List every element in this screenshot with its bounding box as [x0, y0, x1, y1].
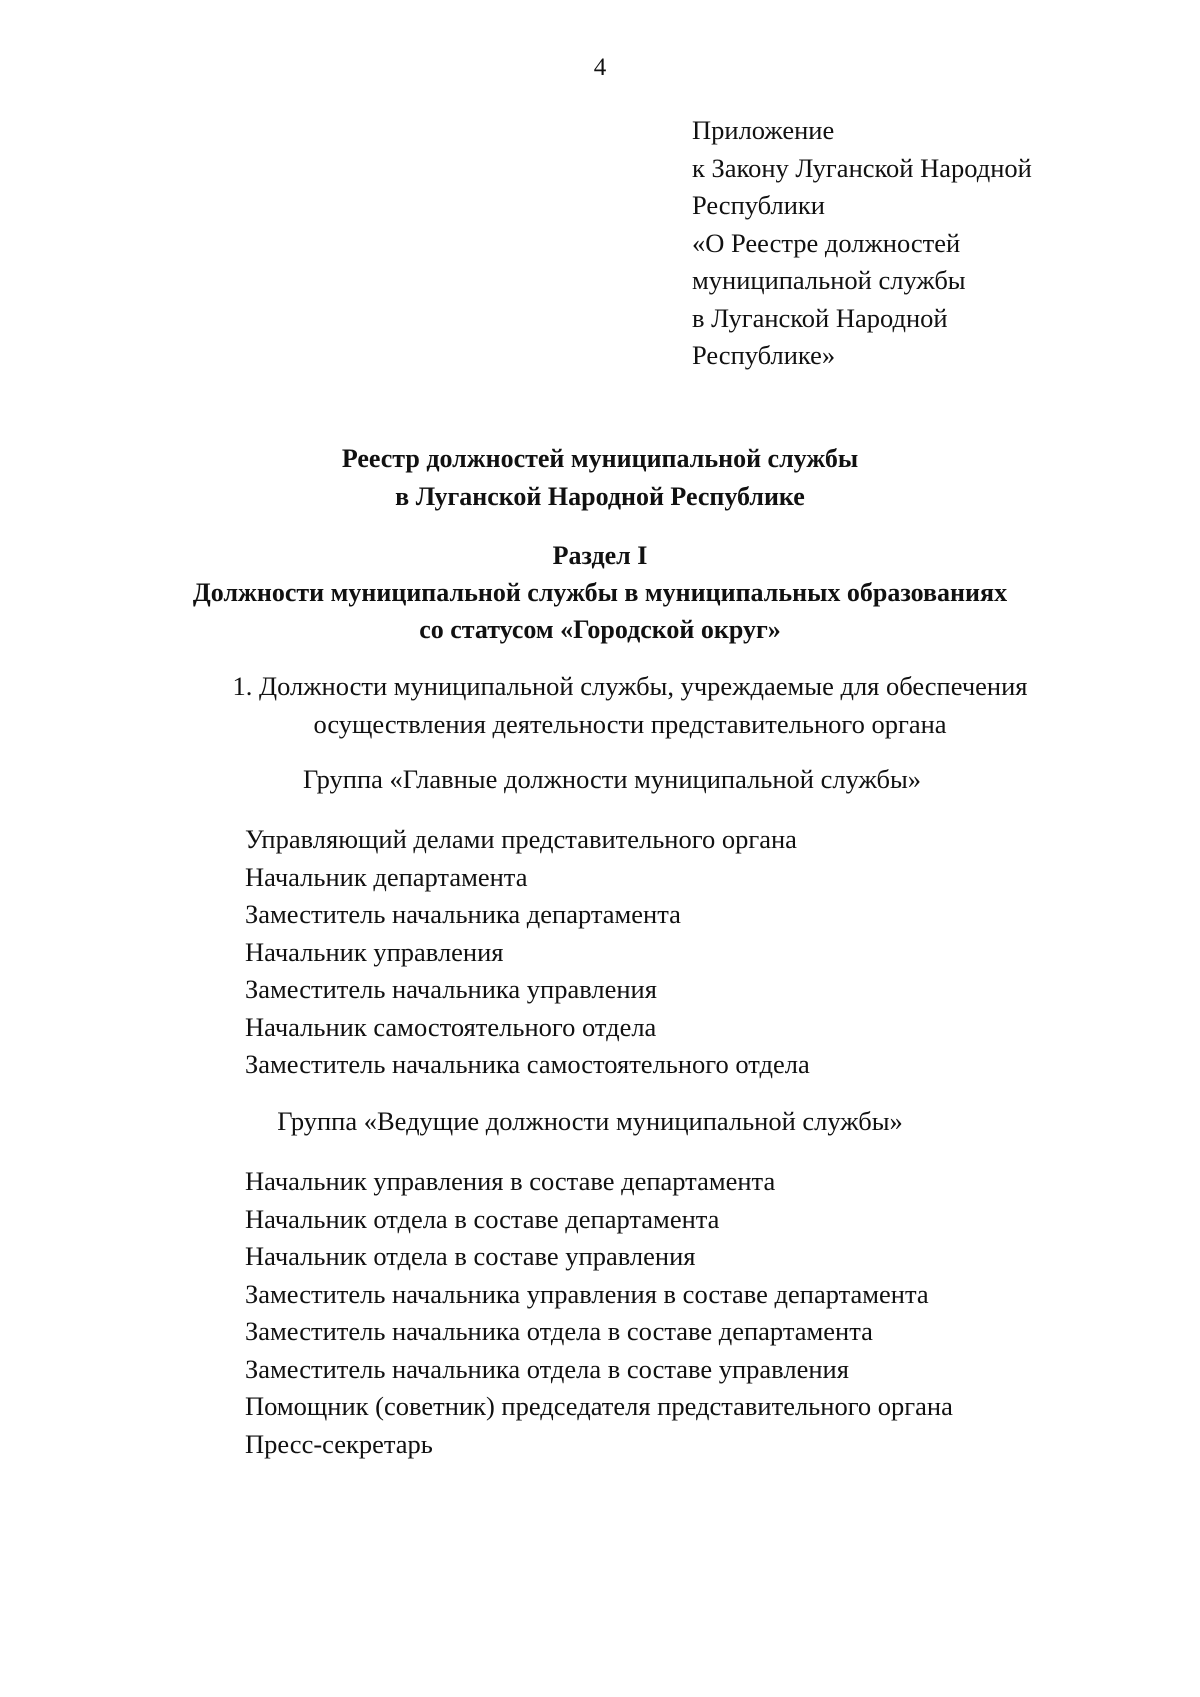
registry-title-line: Реестр должностей муниципальной службы: [341, 444, 859, 473]
position-item: Начальник управления в составе департамента: [245, 1166, 776, 1196]
position-list-main: [245, 821, 810, 1084]
position-item: Заместитель начальника отдела в составе департамента: [245, 1316, 873, 1346]
subsection-line: осуществления деятельности представительного органа: [313, 708, 947, 739]
appendix-line: в Луганской Народной: [692, 302, 948, 333]
position-item: Заместитель начальника управления: [245, 974, 657, 1004]
appendix-line: муниципальной службы: [692, 265, 966, 295]
position-item: Заместитель начальника отдела в составе управления: [245, 1353, 849, 1384]
position-item: Управляющий делами представительного органа: [245, 824, 797, 854]
appendix-line: Республике»: [692, 340, 836, 370]
position-item: Заместитель начальника департамента: [245, 899, 681, 929]
registry-title-line: в Луганской Народной Республике: [395, 481, 805, 511]
appendix-line: к Закону Луганской Народной: [692, 152, 1032, 183]
registry-title: [0, 440, 1200, 515]
position-item: Начальник отдела в составе управления: [245, 1241, 696, 1271]
position-item: Начальник департамента: [245, 861, 528, 892]
position-item: Заместитель начальника управления в составе департамента: [245, 1278, 929, 1309]
position-item: Начальник управления: [245, 936, 504, 967]
subsection-heading: [30, 668, 1200, 743]
appendix-line: «О Реестре должностей: [692, 227, 961, 258]
position-item: Пресс-секретарь: [245, 1428, 433, 1459]
appendix-block: [692, 112, 1152, 375]
subsection-line: 1. Должности муниципальной службы, учреждаемые для обеспечения: [232, 671, 1028, 701]
section-title-line: Должности муниципальной службы в муниципальных образованиях: [192, 578, 1008, 607]
position-item: Начальник самостоятельного отдела: [245, 1011, 657, 1042]
group-title-main: Группа «Главные должности муниципальной службы»: [302, 764, 921, 794]
appendix-line: Республики: [692, 190, 825, 220]
appendix-line: Приложение: [692, 115, 835, 145]
group-title-lead: Группа «Ведущие должности муниципальной службы»: [277, 1106, 903, 1136]
position-item: Помощник (советник) председателя представительного органа: [245, 1391, 953, 1421]
page-number: 4: [593, 54, 607, 81]
section-title-line: со статусом «Городской округ»: [419, 615, 781, 644]
position-item: Начальник отдела в составе департамента: [245, 1203, 720, 1234]
position-list-lead: [245, 1163, 953, 1463]
section-heading: [0, 537, 1200, 648]
position-item: Заместитель начальника самостоятельного отдела: [245, 1049, 810, 1079]
section-label: Раздел I: [552, 541, 648, 570]
